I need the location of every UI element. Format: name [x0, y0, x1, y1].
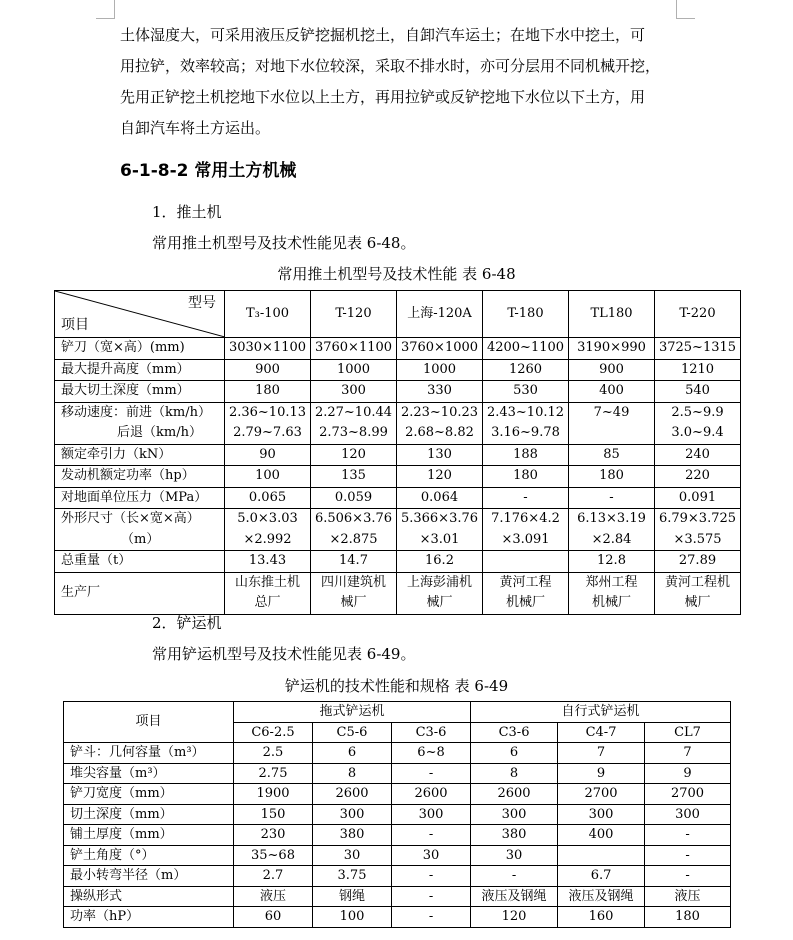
corner-label-model: 型号: [188, 295, 216, 311]
table-row: [55, 466, 741, 488]
table-cell: 27.89: [655, 551, 741, 573]
model-header: C5-6: [313, 722, 392, 743]
item-header: 项目: [64, 702, 234, 743]
table-cell: -: [645, 845, 731, 866]
model-header: TL180: [569, 291, 655, 338]
table-cell: 7.176×4.2 ×3.091: [483, 509, 569, 551]
model-header: CL7: [645, 722, 731, 743]
table-cell: 9: [645, 763, 731, 784]
table-cell: -: [392, 907, 471, 928]
table-cell: 液压及钢绳: [471, 886, 558, 907]
table-cell: -: [483, 487, 569, 509]
table-cell: 四川建筑机 械厂: [311, 572, 397, 614]
table-row: [64, 804, 731, 825]
table-cell: 7: [558, 743, 645, 764]
speed-reverse-label: 后退（km/h）: [117, 425, 202, 440]
table-cell: 上海彭浦机 械厂: [397, 572, 483, 614]
table-row: [55, 487, 741, 509]
scraper-table: [63, 701, 731, 928]
table-cell: 30: [471, 845, 558, 866]
table-cell: 2600: [313, 784, 392, 805]
table-cell: [558, 845, 645, 866]
table-cell: 6.506×3.76 ×2.875: [311, 509, 397, 551]
table-cell: 300: [311, 381, 397, 403]
table-cell: 120: [397, 466, 483, 488]
table-cell: 0.059: [311, 487, 397, 509]
table-cell: 2.36~10.13 2.79~7.63: [225, 402, 311, 444]
table-row: [55, 509, 741, 551]
table-cell: 2600: [392, 784, 471, 805]
table-cell: 1900: [234, 784, 313, 805]
table-cell: -: [392, 866, 471, 887]
table-cell: 8: [313, 763, 392, 784]
table-cell: 100: [225, 466, 311, 488]
table-row: [64, 845, 731, 866]
bulldozer-table: [54, 290, 741, 615]
table-row: [64, 866, 731, 887]
table-cell: -: [392, 825, 471, 846]
group-header-towed: 拖式铲运机: [234, 702, 471, 723]
table-cell: 230: [234, 825, 313, 846]
table-cell: 7~49: [569, 402, 655, 444]
table-cell: -: [645, 825, 731, 846]
table-cell: 1000: [397, 359, 483, 381]
table-cell: 0.065: [225, 487, 311, 509]
table-row: [64, 784, 731, 805]
table-cell: 240: [655, 444, 741, 466]
table-cell: -: [569, 487, 655, 509]
table-cell: 液压: [645, 886, 731, 907]
table-cell: 6.7: [558, 866, 645, 887]
table-cell: 7: [645, 743, 731, 764]
table-cell: 130: [397, 444, 483, 466]
table-cell: 黄河工程 机械厂: [483, 572, 569, 614]
table-row: [64, 886, 731, 907]
table-cell: 钢绳: [313, 886, 392, 907]
table-cell: 180: [483, 466, 569, 488]
table-cell: 郑州工程 机械厂: [569, 572, 655, 614]
table-cell: 16.2: [397, 551, 483, 573]
row-label-speed: [55, 402, 225, 444]
table-cell: 100: [313, 907, 392, 928]
table-cell: 5.366×3.76 ×3.01: [397, 509, 483, 551]
table-cell: 300: [558, 804, 645, 825]
corner-label-item: 项目: [61, 316, 89, 333]
table-cell: 2.5: [234, 743, 313, 764]
model-header: C4-7: [558, 722, 645, 743]
intro-line: 土体湿度大，可采用液压反铲挖掘机挖土，自卸汽车运土；在地下水中挖土，可: [120, 26, 646, 44]
row-label: 总重量（t）: [55, 551, 225, 573]
item1-text: 常用推土机型号及技术性能见表 6-48。: [152, 234, 416, 252]
table-cell: 13.43: [225, 551, 311, 573]
row-label: 操纵形式: [64, 886, 234, 907]
row-label: 最大提升高度（mm）: [55, 359, 225, 381]
table-cell: -: [471, 866, 558, 887]
table-cell: 3.75: [313, 866, 392, 887]
table-cell: 900: [225, 359, 311, 381]
table-cell: 2.5~9.9 3.0~9.4: [655, 402, 741, 444]
table-cell: 3760×1100: [311, 338, 397, 360]
table-cell: 90: [225, 444, 311, 466]
table49-caption: 铲运机的技术性能和规格 表 6-49: [284, 677, 509, 695]
table-row: [64, 907, 731, 928]
table-cell: 1000: [311, 359, 397, 381]
model-header: T-220: [655, 291, 741, 338]
table-cell: 6: [471, 743, 558, 764]
intro-line: 自卸汽车将土方运出。: [120, 119, 271, 137]
model-header: T-180: [483, 291, 569, 338]
table-cell: 2.27~10.44 2.73~8.99: [311, 402, 397, 444]
table-cell: 4200~1100: [483, 338, 569, 360]
model-header: C3-6: [471, 722, 558, 743]
table-cell: 85: [569, 444, 655, 466]
table-cell: 12.8: [569, 551, 655, 573]
row-label: 发动机额定功率（hp）: [55, 466, 225, 488]
table-cell: 黄河工程机 械厂: [655, 572, 741, 614]
table-cell: 2.43~10.12 3.16~9.78: [483, 402, 569, 444]
table-cell: 液压: [234, 886, 313, 907]
table-row: [55, 551, 741, 573]
table-cell: 3190×990: [569, 338, 655, 360]
row-label: 最大切土深度（mm）: [55, 381, 225, 403]
table-cell: 1260: [483, 359, 569, 381]
page-corner-mark-left: [96, 0, 115, 19]
row-label: 对地面单位压力（MPa）: [55, 487, 225, 509]
table-cell: 540: [655, 381, 741, 403]
row-label: 铲斗：几何容量（m³）: [64, 743, 234, 764]
table-cell: 6.79×3.725 ×3.575: [655, 509, 741, 551]
model-header: 上海-120A: [397, 291, 483, 338]
item2-text: 常用铲运机型号及技术性能见表 6-49。: [152, 645, 416, 663]
table-cell: 30: [392, 845, 471, 866]
table-cell: 180: [645, 907, 731, 928]
table-row: [55, 338, 741, 360]
table-cell: 2600: [471, 784, 558, 805]
row-label: 额定牵引力（kN）: [55, 444, 225, 466]
table-cell: 9: [558, 763, 645, 784]
table-cell: 400: [569, 381, 655, 403]
table-cell: 300: [313, 804, 392, 825]
table-cell: 30: [313, 845, 392, 866]
table-cell: 900: [569, 359, 655, 381]
model-header: T-120: [311, 291, 397, 338]
page-corner-mark-right: [676, 0, 695, 19]
table-cell: 2.75: [234, 763, 313, 784]
item1-title: 1．推土机: [152, 203, 222, 221]
table-cell: 180: [569, 466, 655, 488]
model-header: C6-2.5: [234, 722, 313, 743]
table-cell: 135: [311, 466, 397, 488]
intro-line: 用拉铲，效率较高；对地下水位较深，采取不排水时，亦可分层用不同机械开挖，: [120, 57, 661, 75]
table-cell: [483, 551, 569, 573]
group-header-self-propelled: 自行式铲运机: [471, 702, 731, 723]
table-cell: 150: [234, 804, 313, 825]
intro-paragraph: [120, 20, 680, 144]
table-cell: 60: [234, 907, 313, 928]
table-cell: 330: [397, 381, 483, 403]
table-cell: 0.091: [655, 487, 741, 509]
table-cell: 120: [311, 444, 397, 466]
table-row: [64, 763, 731, 784]
table-cell: -: [392, 763, 471, 784]
row-label: 铲刀（宽×高）(mm): [55, 338, 225, 360]
table-group-header-row: [64, 702, 731, 723]
table-cell: 400: [558, 825, 645, 846]
table-row: [55, 444, 741, 466]
table-cell: 2700: [558, 784, 645, 805]
table-cell: 160: [558, 907, 645, 928]
table-cell: 液压及钢绳: [558, 886, 645, 907]
table-header-row: [55, 291, 741, 338]
table-cell: 300: [645, 804, 731, 825]
row-label: 功率（hP）: [64, 907, 234, 928]
row-label: 切土深度（mm）: [64, 804, 234, 825]
model-header: T₃-100: [225, 291, 311, 338]
intro-line: 先用正铲挖土机挖地下水位以上土方，再用拉铲或反铲挖地下水位以下土方，用: [120, 88, 646, 106]
table-cell: 14.7: [311, 551, 397, 573]
item2-title: 2．铲运机: [152, 614, 222, 632]
table-cell: 2.7: [234, 866, 313, 887]
table-cell: 山东推土机 总厂: [225, 572, 311, 614]
table-cell: 180: [225, 381, 311, 403]
table48-caption: 常用推土机型号及技术性能 表 6-48: [277, 265, 516, 283]
table-cell: 3030×1100: [225, 338, 311, 360]
table-row: [55, 359, 741, 381]
speed-forward-label: 移动速度：前进（km/h）: [61, 404, 211, 420]
table-cell: 0.064: [397, 487, 483, 509]
table-row: [64, 743, 731, 764]
row-label: 生产厂: [55, 572, 225, 614]
table-cell: 2.23~10.23 2.68~8.82: [397, 402, 483, 444]
table-row: [55, 402, 741, 444]
table-cell: 2700: [645, 784, 731, 805]
table-cell: 3725~1315: [655, 338, 741, 360]
table-cell: -: [392, 886, 471, 907]
table-cell: 120: [471, 907, 558, 928]
table-cell: 220: [655, 466, 741, 488]
table-cell: 530: [483, 381, 569, 403]
row-label: 堆尖容量（m³）: [64, 763, 234, 784]
row-label: 铺土厚度（mm）: [64, 825, 234, 846]
table-cell: 380: [313, 825, 392, 846]
table-cell: 3760×1000: [397, 338, 483, 360]
table-cell: 6.13×3.19 ×2.84: [569, 509, 655, 551]
table-cell: 5.0×3.03 ×2.992: [225, 509, 311, 551]
table-cell: 6: [313, 743, 392, 764]
table-cell: 6~8: [392, 743, 471, 764]
table-cell: 300: [471, 804, 558, 825]
table-row: [55, 572, 741, 614]
table-cell: 188: [483, 444, 569, 466]
table-cell: 1210: [655, 359, 741, 381]
table-cell: 35~68: [234, 845, 313, 866]
table-row: [64, 825, 731, 846]
row-label-dimensions: 外形尺寸（长×宽×高） （m）: [55, 509, 225, 551]
table-cell: 380: [471, 825, 558, 846]
table-row: [55, 381, 741, 403]
row-label: 铲刀宽度（mm）: [64, 784, 234, 805]
diagonal-header-cell: [55, 291, 225, 338]
model-header: C3-6: [392, 722, 471, 743]
row-label: 铲土角度（°）: [64, 845, 234, 866]
table-cell: 8: [471, 763, 558, 784]
table-cell: -: [645, 866, 731, 887]
row-label: 最小转弯半径（m）: [64, 866, 234, 887]
section-heading: 6-1-8-2 常用土方机械: [120, 161, 297, 181]
table-cell: 300: [392, 804, 471, 825]
